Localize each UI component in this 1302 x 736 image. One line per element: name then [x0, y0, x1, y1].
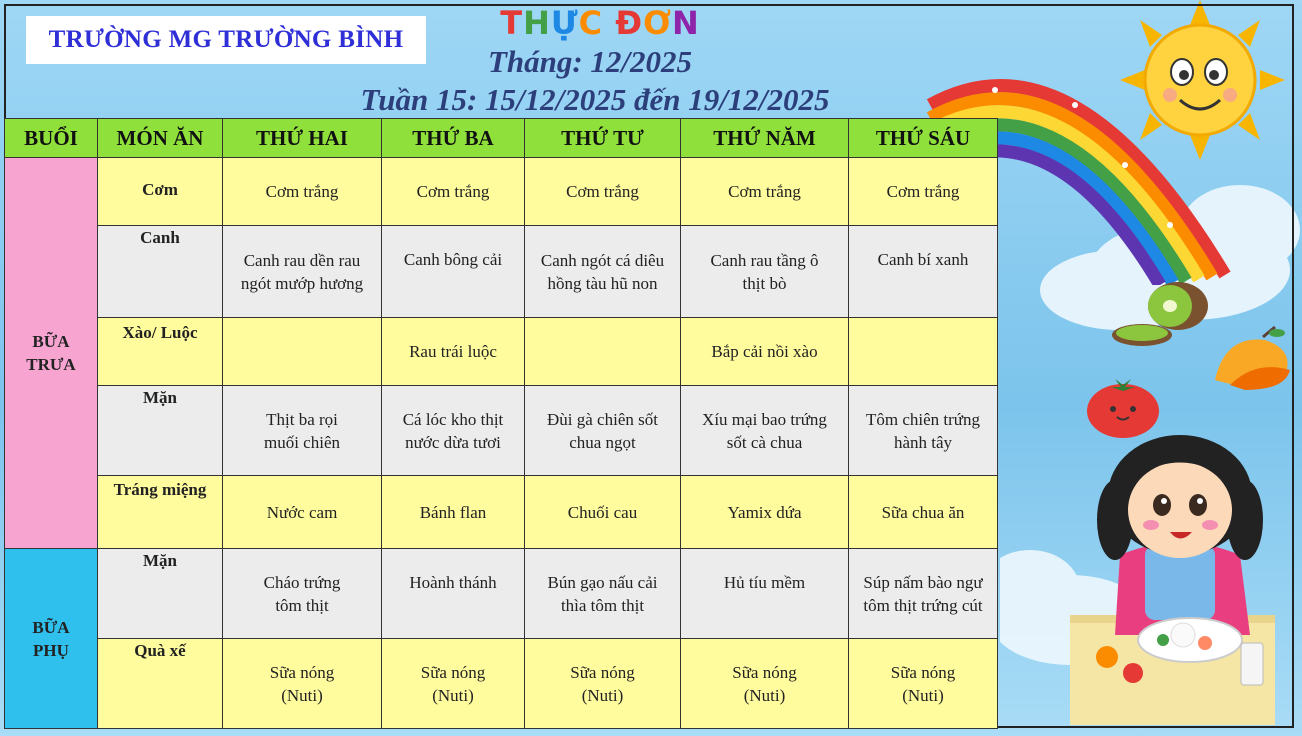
cell-line: Thịt ba rọi — [266, 409, 338, 429]
cell-line: Bún gạo nấu cải — [547, 573, 658, 592]
cell-line: Sữa nóng — [732, 663, 797, 682]
cell-line: thìa tôm thịt — [560, 596, 645, 615]
col-header-session: BUỔI — [5, 119, 98, 158]
menu-cell — [525, 318, 681, 386]
cell-line: (Nuti) — [743, 686, 786, 705]
cell-line: muối chiên — [263, 432, 340, 452]
school-name: TRƯỜNG MG TRƯỜNG BÌNH — [48, 26, 404, 53]
menu-cell: Cơm trắng — [382, 158, 525, 226]
cell-line: (Nuti) — [581, 686, 624, 705]
menu-cell — [223, 318, 382, 386]
menu-table — [4, 118, 998, 729]
cell-line: ngót mướp hương — [240, 273, 364, 293]
menu-cell — [525, 549, 681, 639]
table-row — [5, 386, 998, 476]
school-name-box — [26, 16, 426, 64]
title-letter: N — [671, 4, 700, 42]
cell-line: Đùi gà chiên sốt — [547, 409, 658, 429]
menu-cell — [849, 318, 998, 386]
cell-line: Canh bông cải — [403, 250, 503, 269]
col-header-wednesday: THỨ TƯ — [525, 119, 681, 158]
cell-line: Tôm chiên trứng — [865, 409, 981, 429]
dish-label: Cơm — [98, 158, 223, 226]
menu-cell — [382, 639, 525, 729]
table-row — [5, 549, 998, 639]
menu-cell — [382, 549, 525, 639]
cell-line: sốt cà chua — [726, 432, 803, 452]
menu-cell — [223, 386, 382, 476]
menu-cell — [849, 549, 998, 639]
session-snack — [5, 549, 98, 729]
header-row — [5, 119, 998, 158]
month-label: Tháng: 12/2025 — [487, 44, 693, 79]
title-letter: H — [523, 4, 551, 42]
session-snack-line1: BỮA — [32, 617, 70, 637]
title-letter: C — [578, 4, 604, 42]
menu-cell: Cơm trắng — [681, 158, 849, 226]
col-header-dish: MÓN ĂN — [98, 119, 223, 158]
cell-line: Canh rau tầng ô — [710, 250, 819, 270]
col-header-monday: THỨ HAI — [223, 119, 382, 158]
cell-line: Sữa nóng — [269, 663, 335, 682]
cell-line: (Nuti) — [902, 686, 944, 705]
title-letter: Đ — [615, 4, 644, 42]
cell-line: Cá lóc kho thịt — [402, 409, 504, 429]
cell-line: Hoành thánh — [409, 573, 497, 592]
cell-line: Canh bí xanh — [877, 250, 969, 269]
menu-cell — [223, 226, 382, 318]
menu-title — [480, 4, 720, 42]
menu-cell — [681, 226, 849, 318]
dish-label: Quà xế — [98, 639, 223, 729]
menu-cell: Yamix dứa — [681, 476, 849, 549]
cell-line: hồng tàu hũ non — [547, 273, 658, 293]
table-row — [5, 158, 998, 226]
cell-line: Xíu mại bao trứng — [702, 409, 827, 429]
cell-line: Canh ngót cá diêu — [540, 250, 665, 270]
menu-cell — [681, 386, 849, 476]
cell-line: hành tây — [893, 432, 953, 452]
menu-cell — [849, 386, 998, 476]
menu-cell — [223, 639, 382, 729]
menu-cell — [525, 639, 681, 729]
cell-line: (Nuti) — [281, 686, 323, 705]
menu-cell — [681, 639, 849, 729]
col-header-tuesday: THỨ BA — [382, 119, 525, 158]
menu-cell: Bắp cải nồi xào — [681, 318, 849, 386]
cell-line: Sữa nóng — [570, 663, 635, 682]
menu-cell — [525, 386, 681, 476]
menu-cell — [849, 639, 998, 729]
session-snack-line2: PHỤ — [33, 640, 69, 660]
cell-line: tôm thịt — [275, 596, 329, 615]
title-letter: T — [500, 4, 524, 42]
dish-label: Canh — [98, 226, 223, 318]
menu-cell — [223, 549, 382, 639]
menu-cell — [681, 549, 849, 639]
cell-line: Hủ tíu mềm — [723, 573, 806, 592]
cell-line: Súp nấm bào ngư — [863, 573, 983, 592]
menu-cell: Nước cam — [223, 476, 382, 549]
cell-line: Sữa nóng — [420, 663, 486, 682]
table-row — [5, 318, 998, 386]
col-header-friday: THỨ SÁU — [849, 119, 998, 158]
menu-cell: Rau trái luộc — [382, 318, 525, 386]
dish-label: Tráng miệng — [98, 476, 223, 549]
menu-cell: Chuối cau — [525, 476, 681, 549]
session-lunch-line2: TRƯA — [26, 355, 76, 374]
menu-cell — [849, 226, 998, 318]
dish-label: Mặn — [98, 549, 223, 639]
title-space — [603, 4, 615, 42]
col-header-thursday: THỨ NĂM — [681, 119, 849, 158]
session-lunch — [5, 158, 98, 549]
menu-cell: Cơm trắng — [223, 158, 382, 226]
table-row — [5, 226, 998, 318]
title-letter: Ự — [550, 4, 579, 42]
menu-cell: Bánh flan — [382, 476, 525, 549]
dish-label: Mặn — [98, 386, 223, 476]
menu-cell — [382, 386, 525, 476]
week-label: Tuần 15: 15/12/2025 đến 19/12/2025 — [360, 82, 830, 117]
cell-line: nước dừa tươi — [405, 432, 501, 452]
title-letter: Ơ — [643, 4, 672, 42]
cell-line: thịt bò — [742, 273, 787, 293]
menu-cell — [525, 226, 681, 318]
table-row — [5, 639, 998, 729]
menu-cell — [382, 226, 525, 318]
cell-line: (Nuti) — [432, 686, 474, 705]
session-lunch-line1: BỮA — [32, 332, 70, 351]
menu-cell: Sữa chua ăn — [849, 476, 998, 549]
cell-line: chua ngọt — [569, 432, 636, 452]
table-row — [5, 476, 998, 549]
dish-label: Xào/ Luộc — [98, 318, 223, 386]
cell-line: Sữa nóng — [890, 663, 956, 682]
cell-line: Canh rau dền rau — [243, 250, 361, 270]
menu-cell: Cơm trắng — [525, 158, 681, 226]
menu-cell: Cơm trắng — [849, 158, 998, 226]
cell-line: tôm thịt trứng cút — [863, 596, 983, 615]
cell-line: Cháo trứng — [263, 573, 341, 592]
